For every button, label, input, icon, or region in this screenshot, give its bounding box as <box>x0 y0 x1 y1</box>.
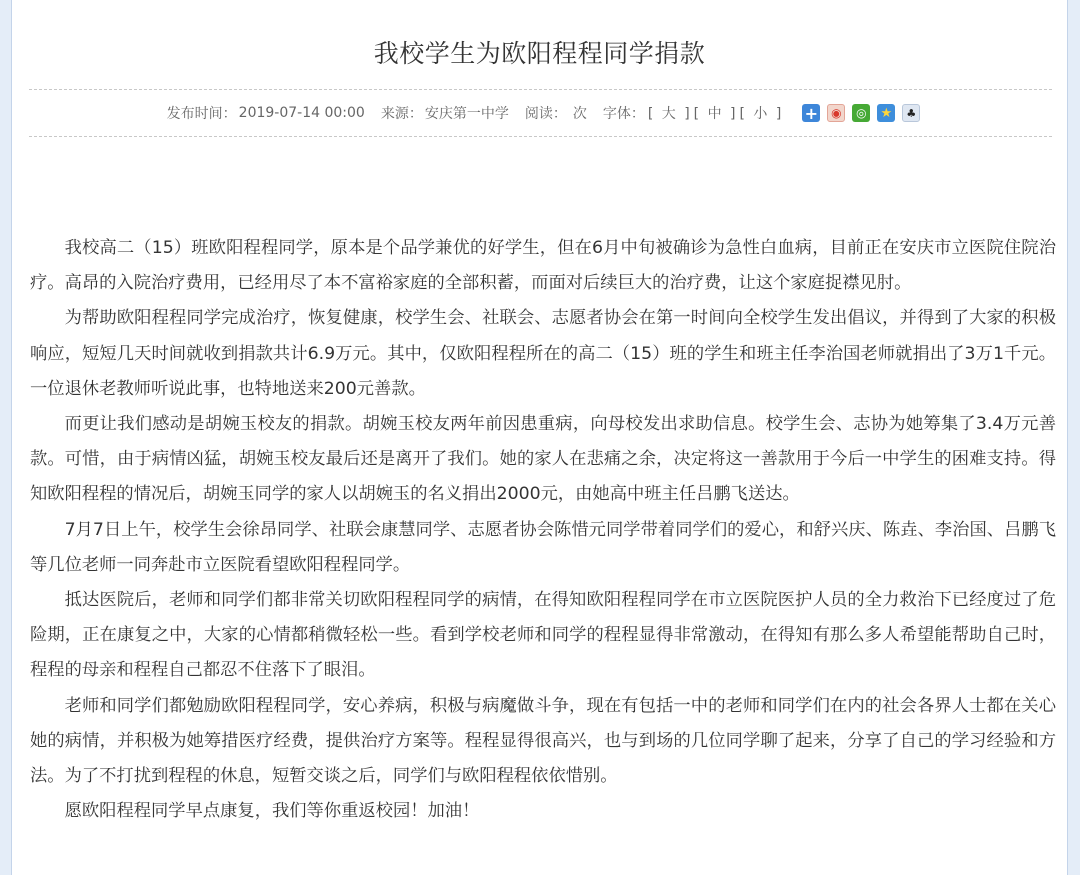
source-value: 安庆第一中学 <box>424 106 509 122</box>
paragraph: 为帮助欧阳程程同学完成治疗，恢复健康，校学生会、社联会、志愿者协会在第一时间向全校学生发出倡议，并得到了大家的积极响应，短短几天时间就收到捐款共计6.9万元。其中，仅欧阳程程所在的高二（15）班的学生和班主任李治国老师就捐出了3万1千元。一位退休老教师听说此事，也特地送来200元善款。 <box>30 308 1056 399</box>
source-label: 来源： <box>380 106 423 122</box>
read-count-value: 次 <box>572 106 587 122</box>
paragraph: 老师和同学们都勉励欧阳程程同学，安心养病，积极与病魔做斗争，现在有包括一中的老师和同学们在内的社会各界人士都在关心她的病情，并积极为她筹措医疗经费，提供治疗方案等。程程显得很高兴，也与到场的几位同学聊了起来，分享了自己的学习经验和方法。为了不打扰到程程的休息，短暂交谈之后，同学们与欧阳程程依依惜别。 <box>30 695 1056 787</box>
source <box>381 103 509 123</box>
publish-time <box>167 103 365 123</box>
divider-top <box>29 89 1052 90</box>
share-toolbar <box>802 104 920 122</box>
article-page <box>11 0 1068 875</box>
paragraph: 而更让我们感动是胡婉玉校友的捐款。胡婉玉校友两年前因患重病，向母校发出求助信息。校学生会、志协为她筹集了3.4万元善款。可惜，由于病情凶猛，胡婉玉校友最后还是离开了我们。她的家人在悲痛之余，决定将这一善款用于今后一中学生的困难支持。得知欧阳程程的情况后，胡婉玉同学的家人以胡婉玉的名义捐出2000元，由她高中班主任吕鹏飞送达。 <box>30 414 1056 505</box>
font-size-label: 字体： <box>602 106 645 122</box>
article-body <box>30 231 1056 829</box>
publish-time-value: 2019-07-14 00:00 <box>238 105 365 121</box>
read-count-label: 阅读： <box>524 106 567 122</box>
paragraph: 我校高二（15）班欧阳程程同学，原本是个品学兼优的好学生，但在6月中旬被确诊为急性白血病，目前正在安庆市立医院住院治疗。高昂的入院治疗费用，已经用尽了本不富裕家庭的全部积蓄，而面对后续巨大的治疗费，让这个家庭捉襟见肘。 <box>30 238 1056 294</box>
article-meta <box>12 102 1067 124</box>
publish-time-label: 发布时间： <box>166 106 237 122</box>
wechat-icon[interactable]: ◎ <box>852 104 870 122</box>
font-size-controls <box>603 103 784 123</box>
article-title: 我校学生为欧阳程程同学捐款 <box>373 39 706 68</box>
font-size-medium-link[interactable]: [ 中 ] <box>693 106 738 122</box>
paragraph: 愿欧阳程程同学早点康复，我们等你重返校园！加油！ <box>64 801 480 822</box>
qzone-icon[interactable]: ★ <box>877 104 895 122</box>
font-size-small-link[interactable]: [ 小 ] <box>739 106 784 122</box>
weibo-icon[interactable]: ◉ <box>827 104 845 122</box>
share-more-icon[interactable]: + <box>802 104 820 122</box>
font-size-large-link[interactable]: [ 大 ] <box>647 106 692 122</box>
read-count <box>525 103 587 123</box>
qq-icon[interactable]: ♣ <box>902 104 920 122</box>
paragraph: 抵达医院后，老师和同学们都非常关切欧阳程程同学的病情，在得知欧阳程程同学在市立医院医护人员的全力救治下已经度过了危险期，正在康复之中，大家的心情都稍微轻松一些。看到学校老师和同学的程程显得非常激动，在得知有那么多人希望能帮助自己时，程程的母亲和程程自己都忍不住落下了眼泪。 <box>30 590 1056 681</box>
divider-bottom <box>29 136 1052 137</box>
paragraph: 7月7日上午，校学生会徐昂同学、社联会康慧同学、志愿者协会陈惜元同学带着同学们的爱心，和舒兴庆、陈垚、李治国、吕鹏飞等几位老师一同奔赴市立医院看望欧阳程程同学。 <box>30 519 1056 575</box>
